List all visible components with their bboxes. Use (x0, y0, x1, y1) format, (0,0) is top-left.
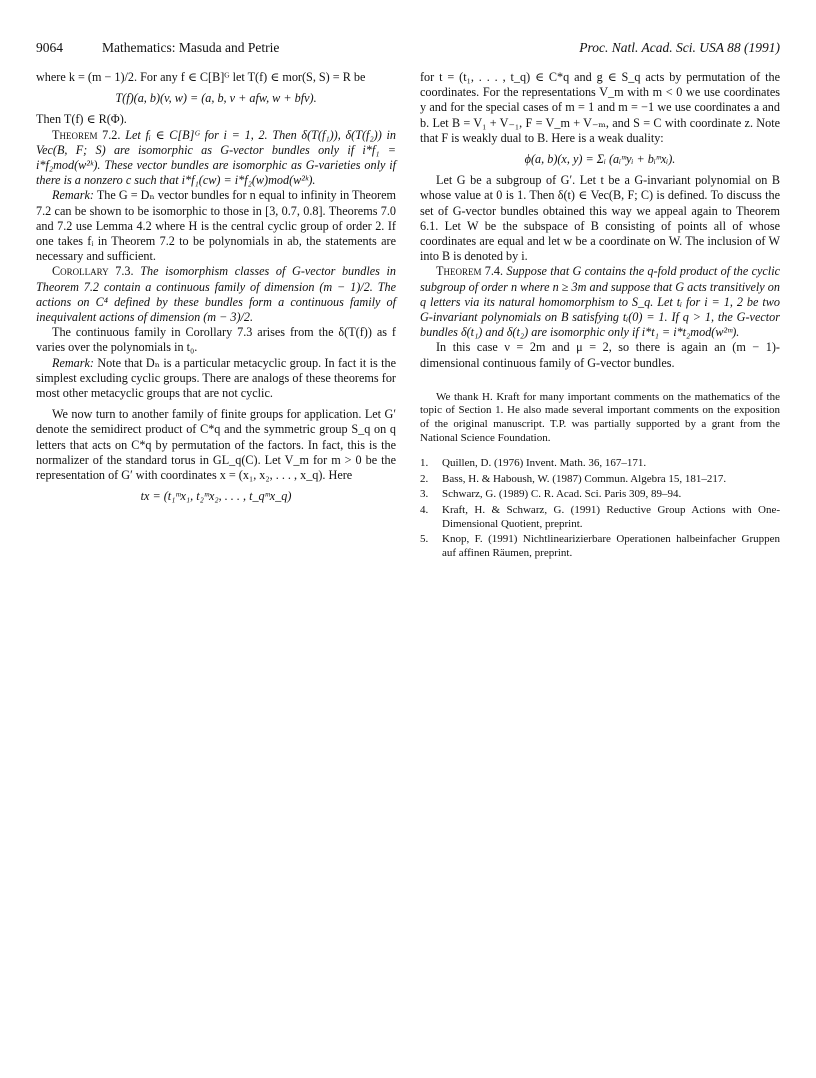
left-column (36, 70, 396, 510)
reference-text: Quillen, D. (1976) Invent. Math. 36, 167–171. (442, 457, 647, 470)
paragraph: for t = (t₁, . . . , t_q) ∈ C*q and g ∈ S_q acts by permutation of the coordinates. For the representations V_m with m < 0 we use coordinates y and for the special cases of m = 1 and m = −1 we use coordinates a and b. Let B = V₁ + V₋₁, F = V_m + V₋ₘ, and S = C with coordinate z. Note that F is weakly dual to B. Here is a weak duality: (420, 70, 780, 145)
reference-number: 5. (420, 533, 429, 546)
acknowledgments: We thank H. Kraft for many important comments on the mathematics of the topic of Section 1. He also made several important comments on the exposition of the original manuscript. T.P. was partially supported by a grant from the National Science Foundation. (420, 390, 780, 444)
remark-text: The G = Dₙ vector bundles for n equal to infinity in Theorem 7.2 can be shown to be isomorphic to those in [3, 0.7, 0.8]. Theorems 7.0 and 7.2 use Lemma 4.2 where H is the central cyclic group of order 2. If one takes fᵢ in Theorem 7.2 to be polynomials in ab, the statements are necessary and sufficient. (36, 188, 397, 264)
theorem-label: Theorem 7.4. (436, 264, 504, 279)
theorem-7-4 (420, 264, 780, 340)
corollary-label: Corollary 7.3. (52, 264, 134, 279)
running-title: Mathematics: Masuda and Petrie (102, 40, 280, 55)
paragraph: The continuous family in Corollary 7.3 arises from the δ(T(f)) as f varies over the polynomials in t₀. (36, 325, 396, 355)
paragraph: In this case ν = 2m and μ = 2, so there is again an (m − 1)-dimensional continuous family of G-vector bundles. (420, 340, 780, 370)
paragraph: We now turn to another family of finite groups for application. Let G′ denote the semidirect product of C*q and the symmetric group S_q on q letters that acts on C*q by permutation of the factors. In fact, this is the normalizer of the standard torus in GL_q(C). Let V_m for m > 0 be the representation of G′ with coordinates x = (x₁, x₂, . . . , x_q). Here (36, 407, 396, 483)
theorem-text: Suppose that G contains the q-fold product of the cyclic subgroup of order n where n ≥ 3m and suppose that G acts transitively on q letters via its natural homomorphism to S_q. Let tᵢ for i = 1, 2 be two G-invariant polynomials on B satisfying tᵢ(0) = 1. If q > 1, the G-vector bundles δ(t₁) and δ(t₂) are isomorphic only if i*t₁ = i*t₂mod(w²ᵐ). (420, 264, 780, 340)
reference-number: 2. (420, 472, 429, 485)
journal-citation: Proc. Natl. Acad. Sci. USA 88 (1991) (579, 40, 780, 55)
reference-number: 1. (420, 457, 429, 470)
reference-text: Bass, H. & Haboush, W. (1987) Commun. Algebra 15, 181–217. (442, 472, 727, 485)
corollary-text: The isomorphism classes of G-vector bundles in Theorem 7.2 contain a continuous family of dimension (m − 1)/2. The actions on C⁴ defined by these bundles form a continuous family of inequivalent actions of dimension (m − 3)/2. (36, 264, 396, 325)
reference-number: 4. (420, 504, 429, 517)
theorem-label: Theorem 7.2. (52, 127, 121, 142)
corollary-7-3 (36, 264, 396, 325)
reference-item (420, 533, 780, 560)
remark-label: Remark: (52, 188, 94, 203)
equation: ϕ(a, b)(x, y) = Σᵢ (aᵢᵐyᵢ + bᵢᵐxᵢ). (524, 152, 676, 167)
right-column (420, 70, 780, 562)
reference-text: Schwarz, G. (1989) C. R. Acad. Sci. Paris 309, 89–94. (442, 488, 682, 501)
references (420, 457, 780, 560)
theorem-text: Let fᵢ ∈ C[B]ᴳ for i = 1, 2. Then δ(T(f₁)), δ(T(f₂)) in Vec(B, F; S) are isomorphic as G-vector bundles only if i*f₁ = i*f₂mod(w²ᵏ). These vector bundles are isomorphic as G-varieties only if there is a nonzero c such that i*f₁(cw) = i*f₂(w)mod(w²ᵏ). (36, 127, 396, 188)
remark (36, 188, 396, 264)
remark-text: Note that Dₙ is a particular metacyclic group. In fact it is the simplest excluding cyclic groups. There are analogs of these theorems for most other metacyclic groups that are not cyclic. (36, 355, 396, 401)
remark (36, 356, 396, 402)
reference-item (420, 473, 780, 487)
reference-text: Kraft, H. & Schwarz, G. (1991) Reductive Group Actions with One-Dimensional Quotient, preprint. (442, 504, 780, 530)
paragraph: where k = (m − 1)/2. For any f ∈ C[B]ᴳ let T(f) ∈ mor(S, S) = R be (36, 70, 366, 84)
equation: tx = (t₁ᵐx₁, t₂ᵐx₂, . . . , t_qᵐx_q) (140, 489, 292, 504)
reference-item (420, 457, 780, 471)
theorem-7-2 (36, 128, 396, 189)
running-header (36, 40, 780, 60)
reference-number: 3. (420, 488, 429, 501)
reference-item (420, 488, 780, 502)
equation: T(f)(a, b)(v, w) = (a, b, v + afw, w + bfv). (115, 91, 317, 106)
reference-text: Knop, F. (1991) Nichtlinearizierbare Operationen halbeinfacher Gruppen auf affinen Räumen, preprint. (442, 533, 780, 559)
reference-item (420, 504, 780, 531)
paragraph: Let G be a subgroup of G′. Let t be a G-invariant polynomial on B whose value at 0 is 1. Then δ(t) ∈ Vec(B, F; C) is defined. To discuss the set of G-vector bundles obtained this way we appeal again to Theorem 6.1. Let W be the subspace of B consisting of points all of whose coordinates are equal and let w be a coordinate on W. The inclusion of W into B is denoted by i. (420, 173, 780, 264)
remark-label: Remark: (52, 355, 94, 370)
page-number: 9064 (36, 40, 63, 55)
paragraph: Then T(f) ∈ R(Φ). (36, 112, 127, 127)
